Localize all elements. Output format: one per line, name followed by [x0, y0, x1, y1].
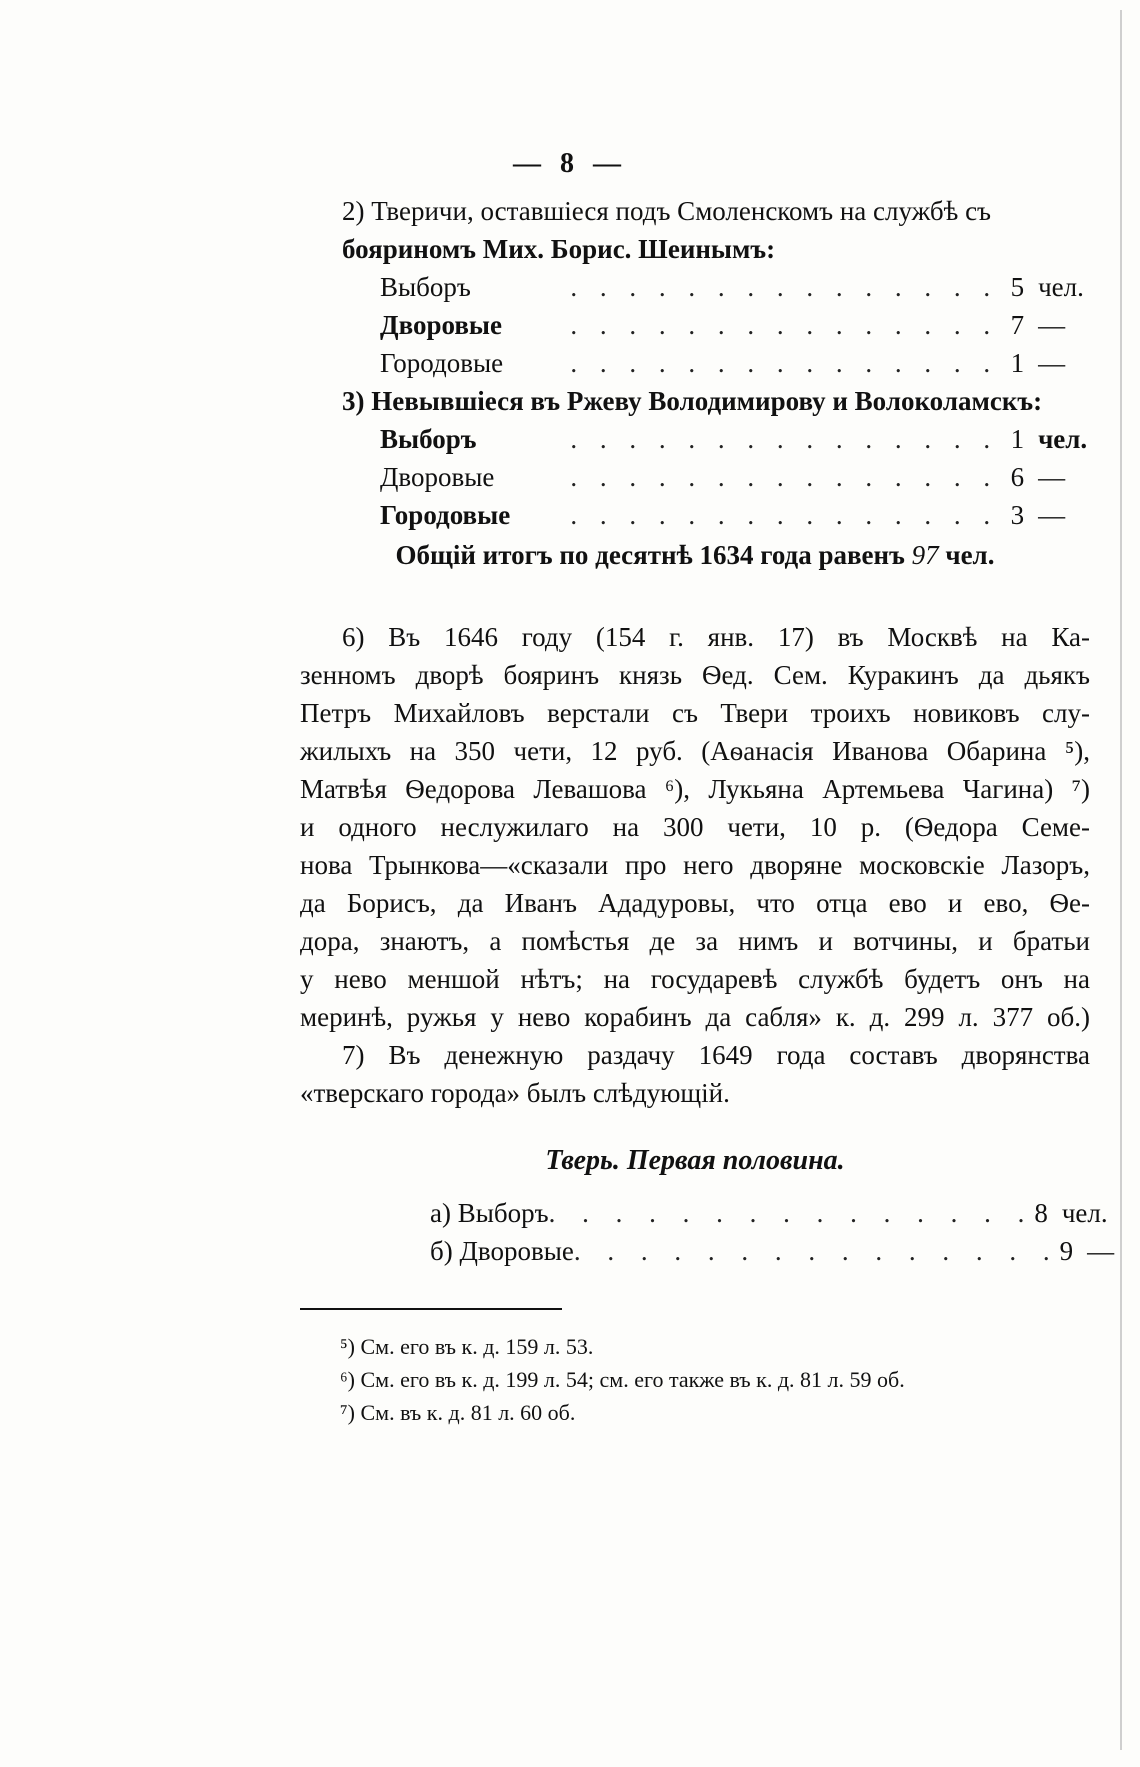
tally-count: 9: [1059, 1236, 1074, 1266]
tally-unit: —: [1038, 500, 1066, 530]
text-line: Матвѣя Ѳедорова Левашова ⁶), Лукьяна Артемьева Чагина) ⁷): [300, 774, 1090, 804]
tally-label: Дворовые: [380, 462, 495, 492]
tally-label: б) Дворовые: [430, 1236, 574, 1266]
tally-unit: чел.: [1061, 1198, 1108, 1228]
page-edge: [1120, 10, 1122, 1750]
section-2-subheading: бояриномъ Мих. Борис. Шеинымъ:: [342, 234, 776, 264]
footnotes: [340, 1330, 1100, 1429]
tally-label: Городовые: [380, 348, 504, 378]
leader-dots: . . . . . . . . . . . . . . .: [570, 424, 999, 454]
tally-label: Выборъ: [380, 424, 477, 454]
tally-row: [300, 458, 1090, 496]
subheading: Тверь. Первая половина.: [545, 1145, 845, 1176]
tally-count: 7: [1010, 310, 1025, 340]
tally-row: [300, 268, 1090, 306]
total-value: 97: [911, 540, 939, 570]
tally-row: [430, 1232, 1115, 1270]
text-line: «тверскаго города» былъ слѣдующій.: [300, 1078, 730, 1108]
tally-count: 1: [1010, 424, 1025, 454]
tally-label: Дворовые: [380, 310, 502, 340]
tally-row: [300, 344, 1090, 382]
tally-unit: чел.: [1038, 424, 1088, 454]
tally-unit: —: [1038, 348, 1066, 378]
tally-row: [430, 1194, 1108, 1232]
tally-unit: —: [1038, 462, 1066, 492]
section-2-heading: 2) Тверичи, оставшіеся подъ Смоленскомъ на службѣ съ: [342, 196, 992, 226]
footnote: ⁶) См. его въ к. д. 199 л. 54; см. его также въ к. д. 81 л. 59 об.: [340, 1367, 905, 1392]
tally-row: [300, 496, 1090, 534]
footnote: ⁷) См. въ к. д. 81 л. 60 об.: [340, 1400, 576, 1425]
text-line: 7) Въ денежную раздачу 1649 года составъ дворянства: [342, 1040, 1090, 1070]
tally-unit: —: [1038, 310, 1066, 340]
text-line: 6) Въ 1646 году (154 г. янв. 17) въ Москвѣ на Ка-: [342, 622, 1090, 652]
tally-row: [300, 420, 1090, 458]
paragraph-6: [300, 618, 1090, 1112]
tally-count: 6: [1010, 462, 1025, 492]
text-line: да Борисъ, да Иванъ Ададуровы, что отца ево и ево, Ѳе-: [300, 888, 1090, 918]
tver-list: [430, 1194, 1115, 1270]
leader-dots: . . . . . . . . . . . . . . .: [570, 348, 999, 378]
total-line: [300, 536, 1090, 574]
leader-dots: . . . . . . . . . . . . . . .: [570, 462, 999, 492]
tally-row: [300, 306, 1090, 344]
tally-count: 1: [1010, 348, 1025, 378]
total-prefix: Общій итогъ по десятнѣ 1634 года равенъ: [395, 540, 905, 570]
tally-label: Выборъ: [380, 272, 471, 302]
total-suffix: чел.: [945, 540, 995, 570]
section-2: [300, 192, 1090, 574]
tally-count: 5: [1010, 272, 1025, 302]
tally-label: а) Выборъ: [430, 1198, 549, 1228]
leader-dots: . . . . . . . . . . . . . . .: [548, 1198, 1035, 1228]
text-line: нова Трынкова—«сказали про него дворяне московскіе Лазоръ,: [300, 850, 1090, 880]
footnote-rule: [300, 1308, 562, 1310]
leader-dots: . . . . . . . . . . . . . . .: [570, 272, 999, 302]
text-line: жилыхъ на 350 чети, 12 руб. (Аѳанасія Иванова Обарина ⁵),: [300, 736, 1090, 766]
tally-count: 8: [1034, 1198, 1048, 1228]
leader-dots: . . . . . . . . . . . . . . .: [570, 500, 999, 530]
tally-count: 3: [1010, 500, 1025, 530]
page-number: — 8 —: [513, 148, 627, 179]
text-line: у нево меншой нѣтъ; на государевѣ службѣ будетъ онъ на: [300, 964, 1090, 994]
text-line: Петръ Михайловъ верстали съ Твери троихъ новиковъ слу-: [300, 698, 1090, 728]
text-line: и одного неслужилаго на 300 чети, 10 р. (Ѳедора Семе-: [300, 812, 1090, 842]
section-3-heading: 3) Невывшіеся въ Ржеву Володимирову и Волоколамскъ:: [342, 386, 1043, 416]
text-line: зенномъ дворѣ бояринъ князь Ѳед. Сем. Куракинъ да дьякъ: [300, 660, 1090, 690]
footnote: ⁵) См. его въ к. д. 159 л. 53.: [340, 1334, 594, 1359]
tally-label: Городовые: [380, 500, 511, 530]
text-line: меринѣ, ружья у нево корабинъ да сабля» к. д. 299 л. 377 об.): [300, 1002, 1090, 1032]
leader-dots: . . . . . . . . . . . . . . .: [570, 310, 999, 340]
text-line: дора, знаютъ, а помѣстья де за нимъ и вотчины, и братьи: [300, 926, 1090, 956]
leader-dots: . . . . . . . . . . . . . . .: [573, 1236, 1060, 1266]
tally-unit: —: [1087, 1236, 1115, 1266]
tally-unit: чел.: [1038, 272, 1084, 302]
